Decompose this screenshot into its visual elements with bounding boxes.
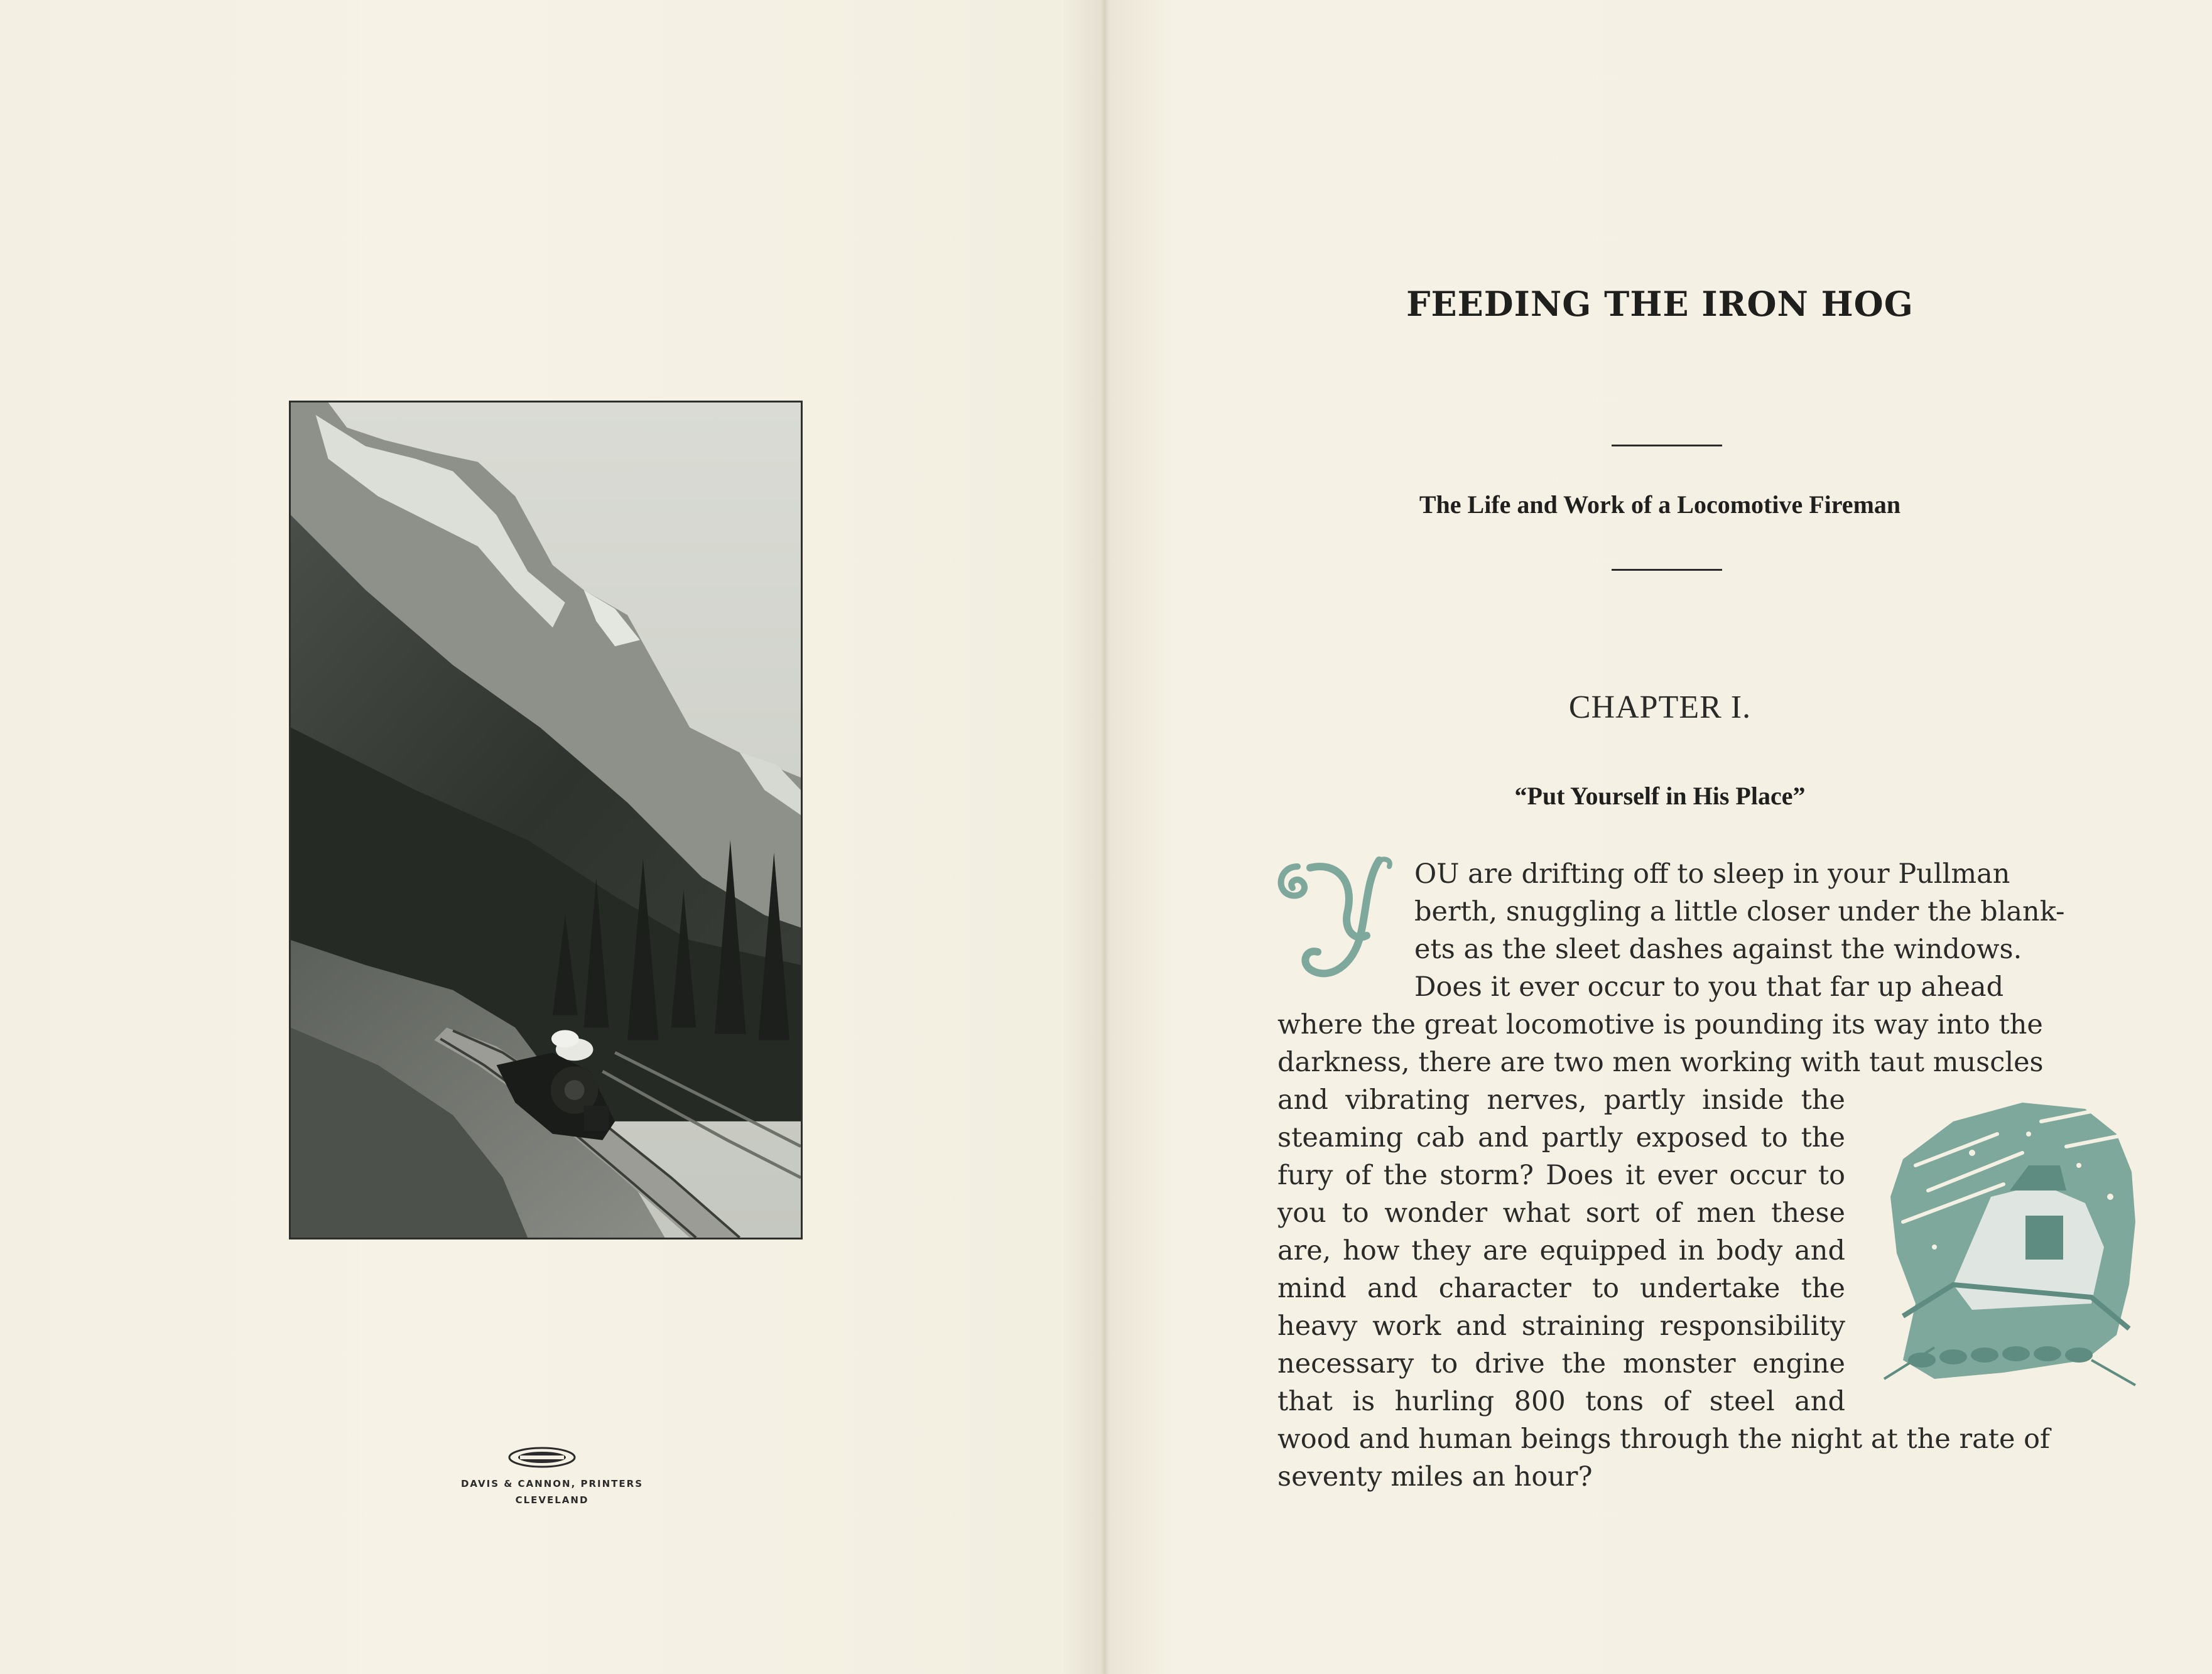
chapter-heading: CHAPTER I. (1568, 689, 1752, 725)
drop-cap-letter (1332, 946, 1335, 949)
locomotive-illustration (1878, 1096, 2142, 1391)
paragraph-line: where the great locomotive is pounding its way into the (1277, 1009, 2043, 1040)
paragraph-line: and vibrating nerves, partly inside the (1277, 1084, 1845, 1116)
paragraph-line: darkness, there are two men working with taut muscles (1277, 1047, 2044, 1078)
paragraph-line: fury of the storm? Does it ever occur to (1277, 1160, 1845, 1191)
left-page (0, 0, 1104, 1674)
paragraph-line: that is hurling 800 tons of steel and (1277, 1386, 1845, 1417)
paragraph-line: Does it ever occur to you that far up ahead (1414, 971, 2004, 1003)
paragraph-line: heavy work and straining responsibility (1277, 1310, 1845, 1342)
right-page (1108, 0, 2212, 1674)
paragraph-line: seventy miles an hour? (1277, 1461, 1593, 1493)
chapter-title: “Put Yourself in His Place” (1514, 782, 1806, 810)
printer-name: DAVIS & CANNON, PRINTERS (460, 1478, 644, 1489)
book-title: FEEDING THE IRON HOG (1406, 284, 1914, 324)
paragraph-line: you to wonder what sort of men these (1277, 1197, 1845, 1229)
printer-logo-icon (507, 1445, 577, 1469)
paragraph-line: ets as the sleet dashes against the windows. (1414, 934, 2022, 965)
drop-cap-y (1272, 854, 1411, 986)
paragraph-line: OU are drifting off to sleep in your Pullman (1414, 858, 2010, 890)
frontispiece-photo (289, 401, 803, 1239)
paragraph-line: necessary to drive the monster engine (1277, 1348, 1845, 1380)
paragraph-line: berth, snuggling a little closer under the blank- (1414, 896, 2065, 927)
printer-city: CLEVELAND (515, 1494, 589, 1506)
book-subtitle: The Life and Work of a Locomotive Fireman (1419, 490, 1901, 519)
title-divider (1612, 445, 1722, 446)
paragraph-line: mind and character to undertake the (1277, 1273, 1845, 1304)
subtitle-divider (1612, 569, 1722, 571)
paragraph-line: are, how they are equipped in body and (1277, 1235, 1845, 1266)
paragraph-line: steaming cab and partly exposed to the (1277, 1122, 1845, 1153)
paragraph-line: wood and human beings through the night at the rate of (1277, 1423, 2050, 1455)
